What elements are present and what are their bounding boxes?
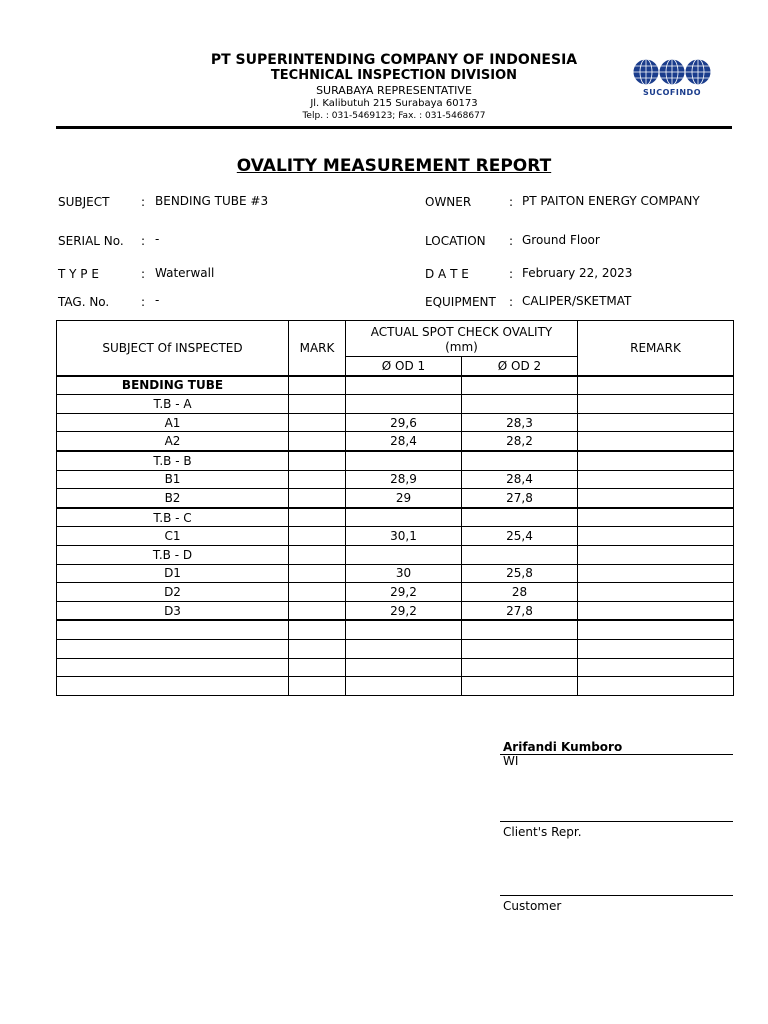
cell-od2 (462, 545, 578, 564)
cell-subject: B1 (57, 470, 289, 489)
table-row (57, 451, 734, 470)
address: Jl. Kalibutuh 215 Surabaya 60173 (310, 98, 478, 109)
cell-od1: 29 (346, 489, 462, 508)
cell-remark (578, 583, 734, 602)
cell-mark (289, 658, 346, 677)
cell-od1: 30,1 (346, 527, 462, 546)
cell-od2: 25,4 (462, 527, 578, 546)
cell-remark (578, 489, 734, 508)
cell-remark (578, 639, 734, 658)
location-colon: : (509, 234, 514, 248)
cell-od1 (346, 395, 462, 414)
representative: SURABAYA REPRESENTATIVE (316, 84, 472, 97)
cell-od1 (346, 376, 462, 395)
tag-colon: : (141, 295, 146, 309)
serial-colon: : (141, 234, 146, 248)
cell-od1 (346, 620, 462, 639)
cell-subject (57, 658, 289, 677)
cell-remark (578, 620, 734, 639)
cell-od2 (462, 395, 578, 414)
cell-mark (289, 470, 346, 489)
signature-line-wi (500, 754, 733, 755)
cell-mark (289, 527, 346, 546)
cell-remark (578, 432, 734, 451)
table-row (57, 545, 734, 564)
cell-remark (578, 564, 734, 583)
contact: Telp. : 031-5469123; Fax. : 031-5468677 (302, 111, 486, 121)
cell-od1 (346, 508, 462, 527)
tag-value: - (155, 293, 160, 307)
cell-od2 (462, 639, 578, 658)
signature-line-client (500, 821, 733, 822)
company-name: PT SUPERINTENDING COMPANY OF INDONESIA (210, 52, 578, 68)
cell-subject: T.B - C (57, 508, 289, 527)
cell-od2 (462, 658, 578, 677)
cell-mark (289, 564, 346, 583)
report-title: OVALITY MEASUREMENT REPORT (236, 156, 552, 176)
cell-od2 (462, 376, 578, 395)
type-value: Waterwall (155, 266, 215, 280)
date-label: D A T E (425, 267, 469, 281)
date-colon: : (509, 267, 514, 281)
cell-mark (289, 639, 346, 658)
location-label: LOCATION (425, 234, 486, 248)
serial-label: SERIAL No. (58, 234, 124, 248)
cell-od2: 28,4 (462, 470, 578, 489)
cell-od2: 27,8 (462, 601, 578, 620)
cell-remark (578, 545, 734, 564)
cell-od1 (346, 451, 462, 470)
cell-od1: 29,6 (346, 413, 462, 432)
header-od1: Ø OD 1 (346, 357, 462, 376)
table-row (57, 413, 734, 432)
cell-subject: A2 (57, 432, 289, 451)
date-value: February 22, 2023 (522, 266, 633, 280)
wi-label: WI (503, 754, 519, 768)
cell-mark (289, 508, 346, 527)
logo-text: SUCOFINDO (642, 88, 701, 97)
subject-value: BENDING TUBE #3 (155, 194, 269, 208)
table-row (57, 620, 734, 639)
header-unit: (mm) (445, 339, 478, 354)
cell-remark (578, 601, 734, 620)
table-row (57, 432, 734, 451)
cell-remark (578, 508, 734, 527)
cell-subject: T.B - D (57, 545, 289, 564)
table-row (57, 564, 734, 583)
cell-remark (578, 677, 734, 696)
cell-subject (57, 677, 289, 696)
cell-mark (289, 489, 346, 508)
cell-remark (578, 470, 734, 489)
cell-od2 (462, 620, 578, 639)
type-colon: : (141, 267, 146, 281)
serial-value: - (155, 232, 160, 246)
cell-remark (578, 527, 734, 546)
cell-remark (578, 395, 734, 414)
equipment-value: CALIPER/SKETMAT (522, 294, 632, 308)
cell-subject: B2 (57, 489, 289, 508)
type-label: T Y P E (58, 267, 99, 281)
cell-subject: D3 (57, 601, 289, 620)
table-row (57, 489, 734, 508)
table-row (57, 508, 734, 527)
table-row (57, 376, 734, 395)
cell-od2 (462, 508, 578, 527)
cell-mark (289, 376, 346, 395)
header-od2: Ø OD 2 (462, 357, 578, 376)
cell-mark (289, 413, 346, 432)
tag-label: TAG. No. (58, 295, 110, 309)
cell-subject: D1 (57, 564, 289, 583)
cell-od2: 25,8 (462, 564, 578, 583)
cell-remark (578, 658, 734, 677)
subject-colon: : (141, 195, 146, 209)
cell-od1: 30 (346, 564, 462, 583)
table-row (57, 395, 734, 414)
cell-subject: T.B - A (57, 395, 289, 414)
location-value: Ground Floor (522, 233, 600, 247)
table-row (57, 470, 734, 489)
cell-remark (578, 451, 734, 470)
cell-mark (289, 451, 346, 470)
cell-mark (289, 601, 346, 620)
cell-mark (289, 583, 346, 602)
cell-od1 (346, 639, 462, 658)
cell-od1 (346, 658, 462, 677)
signature-line-customer (500, 895, 733, 896)
ovality-table (56, 320, 734, 696)
cell-od1: 29,2 (346, 601, 462, 620)
cell-subject: T.B - B (57, 451, 289, 470)
header-actual-text: ACTUAL SPOT CHECK OVALITY (370, 324, 553, 339)
inspector-name: Arifandi Kumboro (503, 740, 623, 754)
equipment-label: EQUIPMENT (425, 295, 496, 309)
equipment-colon: : (509, 295, 514, 309)
cell-od2 (462, 451, 578, 470)
table-row (57, 583, 734, 602)
cell-subject: A1 (57, 413, 289, 432)
cell-od2: 28,2 (462, 432, 578, 451)
cell-od1: 28,9 (346, 470, 462, 489)
header-mark: MARK (289, 321, 346, 376)
owner-value: PT PAITON ENERGY COMPANY (522, 194, 700, 208)
table-row (57, 639, 734, 658)
cell-od1 (346, 545, 462, 564)
cell-remark (578, 413, 734, 432)
division-name: TECHNICAL INSPECTION DIVISION (270, 68, 518, 83)
cell-subject: C1 (57, 527, 289, 546)
cell-od1 (346, 677, 462, 696)
cell-od2: 27,8 (462, 489, 578, 508)
cell-mark (289, 395, 346, 414)
cell-od2: 28 (462, 583, 578, 602)
cell-subject (57, 639, 289, 658)
header-subject: SUBJECT Of INSPECTED (57, 321, 289, 376)
table-row (57, 601, 734, 620)
cell-mark (289, 545, 346, 564)
header-actual (346, 321, 578, 357)
table-row (57, 658, 734, 677)
cell-mark (289, 432, 346, 451)
client-label: Client's Repr. (503, 825, 582, 839)
cell-subject: BENDING TUBE (57, 376, 289, 395)
cell-mark (289, 677, 346, 696)
cell-subject: D2 (57, 583, 289, 602)
cell-subject (57, 620, 289, 639)
customer-label: Customer (503, 899, 562, 913)
cell-mark (289, 620, 346, 639)
cell-od2: 28,3 (462, 413, 578, 432)
cell-remark (578, 376, 734, 395)
header-divider (56, 126, 732, 129)
subject-label: SUBJECT (58, 195, 110, 209)
owner-colon: : (509, 195, 514, 209)
cell-od2 (462, 677, 578, 696)
owner-label: OWNER (425, 195, 472, 209)
table-row (57, 527, 734, 546)
header-remark: REMARK (578, 321, 734, 376)
cell-od1: 28,4 (346, 432, 462, 451)
cell-od1: 29,2 (346, 583, 462, 602)
table-row (57, 677, 734, 696)
